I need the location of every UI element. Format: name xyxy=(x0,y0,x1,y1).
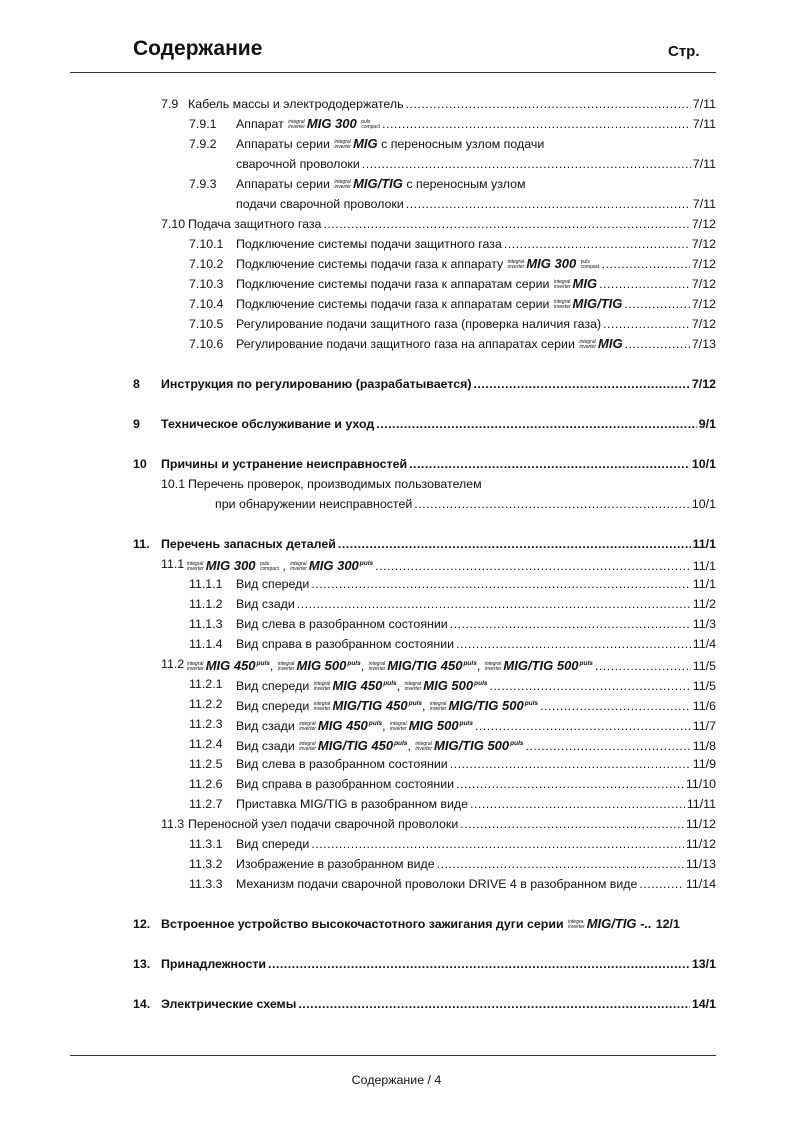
toc-entry-11-2[interactable] xyxy=(0,654,793,674)
toc-page: 10/1 xyxy=(691,457,716,471)
dot-leader xyxy=(639,874,684,894)
toc-entry-7-10-2[interactable] xyxy=(0,254,793,274)
dot-leader xyxy=(475,716,691,736)
dot-leader xyxy=(382,114,691,134)
toc-page: 12/1 xyxy=(655,917,680,931)
dot-leader xyxy=(311,574,690,594)
toc-entry-11-3-1[interactable] xyxy=(0,834,793,854)
toc-entry-11-1[interactable] xyxy=(0,554,793,574)
toc-number: 11.1.4 xyxy=(189,637,223,651)
toc-number: 11.2.6 xyxy=(189,777,223,791)
integral-inverter-logo: integral inverter xyxy=(299,720,316,732)
dot-leader xyxy=(599,274,690,294)
toc-number: 7.10.3 xyxy=(189,277,224,291)
toc-number: 11.2.1 xyxy=(189,677,223,691)
integral-inverter-logo: integral inverter xyxy=(429,700,447,712)
puls-compact-mark: puls compact xyxy=(580,258,600,270)
toc-page: 11/12 xyxy=(685,817,716,831)
dot-leader xyxy=(473,374,689,394)
toc-number: 7.9.3 xyxy=(189,177,217,191)
toc-title: Подключение системы подачи газа к аппаратам серии integral inverter MIG xyxy=(236,276,598,291)
toc-entry-10[interactable] xyxy=(0,454,793,474)
integral-inverter-logo: integral inverter xyxy=(484,660,502,672)
toc-entry-11-2-4[interactable] xyxy=(0,734,793,754)
toc-entry-7-9-2[interactable] xyxy=(0,134,793,154)
toc-title: Вид спереди integral inverter MIG $450^{puls}$, integral inverter MIG $500^{puls}$ xyxy=(236,678,488,693)
toc-entry-11-3-3[interactable] xyxy=(0,874,793,894)
toc-title: Вид справа в разобранном состоянии xyxy=(236,637,455,651)
toc-entry-7-9-1[interactable] xyxy=(0,114,793,134)
toc-title: Перечень запасных деталей xyxy=(161,537,336,551)
toc-page: 11/5 xyxy=(692,659,716,673)
toc-number: 14. xyxy=(133,997,151,1011)
toc-page: 11/1 xyxy=(692,537,716,551)
toc-page: 11/8 xyxy=(692,739,716,753)
toc-title: Регулирование подачи защитного газа на аппаратах серии integral inverter MIG xyxy=(236,336,623,351)
header-divider xyxy=(70,72,716,73)
dot-leader xyxy=(456,634,691,654)
toc-entry-7-10-4[interactable] xyxy=(0,294,793,314)
toc-entry-7-10-6[interactable] xyxy=(0,334,793,354)
toc-number: 11.3.2 xyxy=(189,857,223,871)
toc-number: 11.3.1 xyxy=(189,837,223,851)
dot-leader xyxy=(460,814,684,834)
toc-title: Вид спереди xyxy=(236,577,310,591)
toc-title: Инструкция по регулированию (разрабатывается) xyxy=(161,377,472,391)
toc-number: 11.1.2 xyxy=(189,597,223,611)
dot-leader xyxy=(540,696,691,716)
toc-page: 11/9 xyxy=(692,757,716,771)
dot-leader xyxy=(406,194,691,214)
dot-leader xyxy=(311,834,684,854)
toc-page: 7/12 xyxy=(691,377,716,391)
toc-number: 7.9.1 xyxy=(189,117,217,131)
toc-title: Приставка MIG/TIG в разобранном виде xyxy=(236,797,469,811)
toc-entry-10-1-cont[interactable] xyxy=(0,494,793,514)
toc-page: 11/4 xyxy=(692,637,716,651)
toc-page: 7/12 xyxy=(691,237,716,251)
page-title: Содержание xyxy=(133,37,263,60)
toc-number: 7.10 xyxy=(161,217,186,231)
dot-leader xyxy=(338,534,691,554)
integral-inverter-logo: integral inverter xyxy=(334,178,352,190)
toc-title: Аппараты серии integral inverter MIG с переносным узлом подачи xyxy=(236,136,545,151)
toc-number: 7.10.4 xyxy=(189,297,224,311)
toc-number: 11.1 xyxy=(161,557,185,571)
dot-leader xyxy=(323,214,689,234)
toc-title: Механизм подачи сварочной проволоки DRIVE 4 в разобранном виде xyxy=(236,877,638,891)
toc-title: Перечень проверок, производимых пользователем xyxy=(188,477,482,491)
dot-leader xyxy=(376,414,697,434)
integral-inverter-logo: integral inverter xyxy=(415,740,433,752)
dot-leader xyxy=(375,556,691,576)
toc-page: 11/14 xyxy=(685,877,716,891)
dot-leader xyxy=(625,334,690,354)
toc-page: 14/1 xyxy=(691,997,716,1011)
toc-page: 11/5 xyxy=(692,679,716,693)
dot-leader xyxy=(362,154,691,174)
toc-page: 13/1 xyxy=(691,957,716,971)
toc-entry-7-9[interactable] xyxy=(0,94,793,114)
footer-divider xyxy=(70,1055,716,1056)
toc-number: 7.10.5 xyxy=(189,317,224,331)
page-footer: Содержание / 4 xyxy=(351,1073,442,1087)
toc-entry-11-2-7[interactable] xyxy=(0,794,793,814)
toc-page: 7/11 xyxy=(692,157,716,171)
integral-inverter-logo: integral inverter xyxy=(290,560,307,572)
toc-title: Изображение в разобранном виде xyxy=(236,857,435,871)
toc-page: 11/1 xyxy=(692,577,716,591)
integral-inverter-logo: integral inverter xyxy=(404,680,422,692)
integral-inverter-logo: integral inverter xyxy=(187,560,204,572)
toc-page: 10/1 xyxy=(691,497,716,511)
toc-number: 11.2.4 xyxy=(189,737,223,751)
toc-page: 7/11 xyxy=(692,117,716,131)
integral-inverter-logo: integra inverter xyxy=(568,918,585,930)
toc-page: 11/13 xyxy=(685,857,716,871)
toc-entry-11-2-1[interactable] xyxy=(0,674,793,694)
toc-title: integral inverter MIG 300 puls compact , integral inverter MIG $300^{puls}$ xyxy=(187,558,374,573)
toc-entry-7-9-3-cont[interactable] xyxy=(0,194,793,214)
integral-inverter-logo: integral inverter xyxy=(313,680,331,692)
table-of-contents xyxy=(0,94,793,1014)
integral-inverter-logo: integral inverter xyxy=(553,298,571,310)
toc-entry-7-9-2-cont[interactable] xyxy=(0,154,793,174)
puls-compact-mark: puls compact xyxy=(361,118,381,130)
toc-title: Причины и устранение неисправностей xyxy=(161,457,408,471)
dot-leader xyxy=(450,754,691,774)
toc-page: 11/2 xyxy=(692,597,716,611)
toc-number: 10.1 xyxy=(161,477,186,491)
integral-inverter-logo: integral inverter xyxy=(507,258,525,270)
toc-page: 7/11 xyxy=(692,97,716,111)
toc-entry-14[interactable] xyxy=(0,994,793,1014)
toc-title: Подключение системы подачи газа к аппарату integral inverter MIG 300 puls compact xyxy=(236,256,600,271)
dot-leader xyxy=(268,954,690,974)
toc-number: 11.2 xyxy=(161,657,185,671)
integral-inverter-logo: integral inverter xyxy=(277,660,295,672)
toc-page: 7/11 xyxy=(692,197,716,211)
toc-entry-11-1-2[interactable] xyxy=(0,594,793,614)
dot-leader xyxy=(504,234,690,254)
toc-number: 11.2.2 xyxy=(189,697,223,711)
toc-number: 8 xyxy=(133,377,140,391)
toc-title: Техническое обслуживание и уход xyxy=(161,417,375,431)
toc-page: 11/12 xyxy=(685,837,716,851)
toc-number: 11. xyxy=(133,537,150,551)
toc-number: 12. xyxy=(133,917,151,931)
toc-title-cont: при обнаружении неисправностей xyxy=(215,497,413,511)
dot-leader xyxy=(414,494,690,514)
toc-number: 11.2.5 xyxy=(189,757,223,771)
dot-leader xyxy=(409,454,690,474)
toc-title: Вид сзади integral inverter MIG/TIG $450^{puls}$, integral inverter MIG/TIG $500^{puls}$ xyxy=(236,738,524,753)
toc-page: 7/12 xyxy=(691,217,716,231)
toc-title: Вид сзади integral inverter MIG $450^{puls}$, integral inverter MIG $500^{puls}$ xyxy=(236,718,473,733)
toc-page: 7/12 xyxy=(691,317,716,331)
toc-page: 9/1 xyxy=(698,417,716,431)
toc-entry-11-2-2[interactable] xyxy=(0,694,793,714)
toc-title: Вид сзади xyxy=(236,597,295,611)
integral-inverter-logo: integral inverter xyxy=(288,118,305,130)
toc-title: Вид спереди xyxy=(236,837,310,851)
toc-page: 11/7 xyxy=(692,719,716,733)
toc-title: Подключение системы подачи газа к аппаратам серии integral inverter MIG/TIG xyxy=(236,296,623,311)
toc-number: 11.1.1 xyxy=(189,577,223,591)
toc-title: Вид спереди integral inverter MIG/TIG $450^{puls}$, integral inverter MIG/TIG $500^{puls}$ xyxy=(236,698,539,713)
toc-title: Вид слева в разобранном состоянии xyxy=(236,757,448,771)
toc-title: Встроенное устройство высокочастотного зажигания дуги серии integra inverter MIG/TIG -.. xyxy=(161,916,652,931)
toc-entry-8[interactable] xyxy=(0,374,793,394)
toc-number: 9 xyxy=(133,417,140,431)
toc-entry-11-3[interactable] xyxy=(0,814,793,834)
toc-number: 7.10.1 xyxy=(189,237,224,251)
toc-number: 7.10.6 xyxy=(189,337,224,351)
page-column-label: Стр. xyxy=(668,43,700,60)
toc-entry-13[interactable] xyxy=(0,954,793,974)
toc-number: 7.9.2 xyxy=(189,137,217,151)
dot-leader xyxy=(456,774,684,794)
toc-entry-7-9-3[interactable] xyxy=(0,174,793,194)
toc-number: 7.9 xyxy=(161,97,179,111)
toc-number: 11.2.3 xyxy=(189,717,223,731)
toc-page: 11/3 xyxy=(692,617,716,631)
puls-compact-mark: puls compact xyxy=(260,560,279,572)
toc-title: Электрические схемы xyxy=(161,997,297,1011)
integral-inverter-logo: integral inverter xyxy=(187,660,204,672)
toc-entry-11[interactable] xyxy=(0,534,793,554)
toc-number: 13. xyxy=(133,957,151,971)
toc-title: integral inverter MIG $450^{puls}$, integral inverter MIG $500^{puls}$, integral inverter MIG/TIG $450^{puls}$, integral inverter MIG/TIG $500^{puls}$ xyxy=(187,658,593,673)
toc-entry-7-10-5[interactable] xyxy=(0,314,793,334)
toc-title: Принадлежности xyxy=(161,957,267,971)
dot-leader xyxy=(624,294,689,314)
toc-entry-11-2-6[interactable] xyxy=(0,774,793,794)
toc-title: Вид справа в разобранном состоянии xyxy=(236,777,455,791)
toc-page: 11/11 xyxy=(686,797,716,811)
puls-mark: puls xyxy=(359,560,374,567)
dot-leader xyxy=(406,94,691,114)
toc-title: Аппарат integral inverter MIG 300 puls compact xyxy=(236,116,381,131)
toc-entry-12[interactable] xyxy=(0,914,793,934)
integral-inverter-logo: integral inverter xyxy=(579,338,597,350)
toc-number: 7.10.2 xyxy=(189,257,224,271)
toc-number: 11.2.7 xyxy=(189,797,223,811)
toc-page: 7/12 xyxy=(691,297,716,311)
toc-title: Подача защитного газа xyxy=(188,217,322,231)
toc-title: Вид слева в разобранном состоянии xyxy=(236,617,448,631)
toc-number: 11.3.3 xyxy=(189,877,223,891)
toc-entry-7-10-3[interactable] xyxy=(0,274,793,294)
dot-leader xyxy=(298,994,690,1014)
toc-title: Подключение системы подачи защитного газа xyxy=(236,237,502,251)
toc-title: Регулирование подачи защитного газа (проверка наличия газа) xyxy=(236,317,602,331)
toc-page: 7/12 xyxy=(691,257,716,271)
dot-leader xyxy=(437,854,684,874)
toc-number: 10 xyxy=(133,457,147,471)
toc-entry-9[interactable] xyxy=(0,414,793,434)
toc-page: 11/10 xyxy=(685,777,716,791)
dot-leader xyxy=(603,314,690,334)
toc-number: 11.1.3 xyxy=(189,617,223,631)
toc-entry-7-10[interactable] xyxy=(0,214,793,234)
dot-leader xyxy=(450,614,691,634)
dot-leader xyxy=(602,254,690,274)
toc-entry-11-2-5[interactable] xyxy=(0,754,793,774)
integral-inverter-logo: integral inverter xyxy=(299,740,316,752)
toc-entry-11-3-2[interactable] xyxy=(0,854,793,874)
toc-entry-11-1-4[interactable] xyxy=(0,634,793,654)
toc-entry-10-1[interactable] xyxy=(0,474,793,494)
toc-page: 11/6 xyxy=(692,699,716,713)
toc-page: 11/1 xyxy=(692,559,716,573)
dot-leader xyxy=(526,736,691,756)
toc-title: Переносной узел подачи сварочной проволоки xyxy=(188,817,459,831)
dot-leader xyxy=(470,794,685,814)
integral-inverter-logo: integral inverter xyxy=(553,278,571,290)
toc-number: 11.3 xyxy=(161,817,185,831)
toc-entry-11-1-3[interactable] xyxy=(0,614,793,634)
toc-title-cont: подачи сварочной проволоки xyxy=(236,197,404,211)
integral-inverter-logo: integral inverter xyxy=(313,700,331,712)
toc-title-cont: сварочной проволоки xyxy=(236,157,360,171)
integral-inverter-logo: integral inverter xyxy=(390,720,407,732)
integral-inverter-logo: integral inverter xyxy=(368,660,386,672)
toc-entry-11-2-3[interactable] xyxy=(0,714,793,734)
toc-entry-7-10-1[interactable] xyxy=(0,234,793,254)
toc-entry-11-1-1[interactable] xyxy=(0,574,793,594)
toc-page: 7/12 xyxy=(691,277,716,291)
dot-leader xyxy=(595,656,691,676)
toc-title: Аппараты серии integral inverter MIG/TIG с переносным узлом xyxy=(236,176,526,191)
dot-leader xyxy=(490,676,691,696)
dot-leader xyxy=(297,594,691,614)
toc-title: Кабель массы и электрододержатель xyxy=(188,97,404,111)
integral-inverter-logo: integral inverter xyxy=(334,138,352,150)
toc-page: 7/13 xyxy=(691,337,716,351)
